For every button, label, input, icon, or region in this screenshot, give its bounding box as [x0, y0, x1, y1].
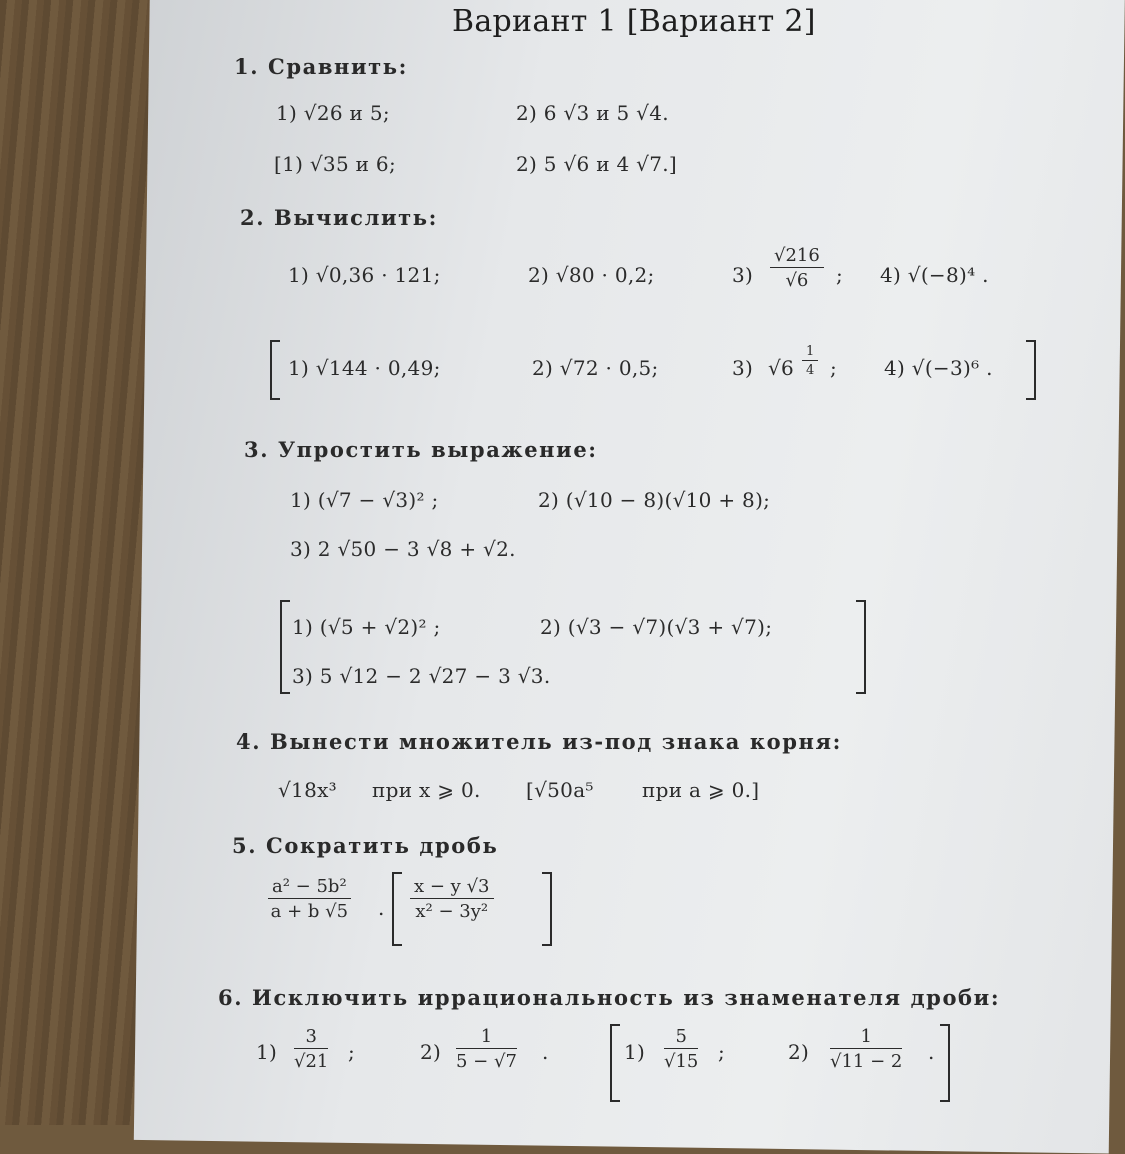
- task-5-separator: .: [378, 896, 385, 920]
- task-2-v2-item-1: 1) √144 · 0,49;: [288, 356, 441, 380]
- task-6-v2-item-1-punct: ;: [718, 1040, 725, 1064]
- bracket-right: [856, 600, 866, 694]
- task-3-v1-item-2: 2) (√10 − 8)(√10 + 8);: [538, 488, 771, 512]
- task-6-v1-item-1-label: 1): [256, 1040, 278, 1064]
- task-5-v1-fraction: [268, 876, 351, 922]
- section-6-heading: 6. Исключить иррациональность из знаменателя дроби:: [218, 985, 1001, 1010]
- bracket-left: [392, 872, 402, 946]
- task-2-v2-item-4: 4) √(−3)⁶ .: [884, 356, 993, 380]
- section-4-heading: 4. Вынести множитель из-под знака корня:: [236, 729, 842, 754]
- section-3-heading: 3. Упростить выражение:: [244, 437, 598, 462]
- task-6-v2-item-1-fraction: [664, 1026, 698, 1072]
- task-1-v2-item-1: [1) √35 и 6;: [274, 152, 396, 176]
- fraction-numerator: a² − 5b²: [268, 876, 351, 899]
- fraction-numerator: √216: [770, 245, 824, 268]
- bracket-left: [270, 340, 280, 400]
- task-4-v2-condition: при a ⩾ 0.]: [642, 778, 760, 802]
- task-3-v2-item-3: 3) 5 √12 − 2 √27 − 3 √3.: [292, 664, 551, 688]
- task-2-v1-item-3-fraction: [770, 245, 824, 291]
- fraction-numerator: 1: [830, 1026, 902, 1049]
- task-3-v1-item-1: 1) (√7 − √3)² ;: [290, 488, 439, 512]
- fraction-denominator: a + b √5: [270, 901, 349, 922]
- task-6-v2-item-2-punct: .: [928, 1040, 935, 1064]
- bracket-left: [610, 1024, 620, 1102]
- task-2-v2-item-3-punct: ;: [830, 356, 837, 380]
- fraction-numerator: 3: [294, 1026, 328, 1049]
- fraction-denominator: 5 − √7: [456, 1051, 517, 1072]
- task-1-v1-item-2: 2) 6 √3 и 5 √4.: [516, 101, 669, 125]
- task-2-v2-item-3-label: 3): [732, 356, 754, 380]
- task-2-v1-item-3-label: 3): [732, 263, 754, 287]
- task-3-v1-item-3: 3) 2 √50 − 3 √8 + √2.: [290, 537, 516, 561]
- task-6-v1-item-1-punct: ;: [348, 1040, 355, 1064]
- task-2-v1-item-3-punct: ;: [836, 263, 843, 287]
- bracket-right: [940, 1024, 950, 1102]
- fraction-denominator: √6: [785, 270, 809, 291]
- page-title: Вариант 1 [Вариант 2]: [452, 4, 816, 39]
- task-2-v2-item-2: 2) √72 · 0,5;: [532, 356, 659, 380]
- fraction-denominator: √11 − 2: [830, 1051, 903, 1072]
- task-1-v2-item-2: 2) 5 √6 и 4 √7.]: [516, 152, 677, 176]
- task-6-v2-item-2-fraction: [830, 1026, 902, 1072]
- task-1-v1-item-1: 1) √26 и 5;: [276, 101, 390, 125]
- section-5-heading: 5. Сократить дробь: [232, 833, 499, 858]
- fraction-denominator: x² − 3y²: [415, 901, 489, 922]
- fraction-numerator: x − y √3: [410, 876, 494, 899]
- bracket-right: [542, 872, 552, 946]
- task-6-v1-item-2-punct: .: [542, 1040, 549, 1064]
- fraction-denominator: 4: [806, 363, 815, 378]
- task-6-v2-item-1-label: 1): [624, 1040, 646, 1064]
- bracket-right: [1026, 340, 1036, 400]
- section-1-heading: 1. Сравнить:: [234, 54, 408, 79]
- fraction-numerator: 5: [664, 1026, 698, 1049]
- fraction-denominator: √15: [664, 1051, 699, 1072]
- fraction-numerator: 1: [456, 1026, 517, 1049]
- task-4-v2-expression: [√50a⁵: [526, 778, 594, 802]
- task-5-v2-fraction: [410, 876, 494, 922]
- fraction-numerator: 1: [802, 344, 818, 361]
- task-6-v1-item-2-fraction: [456, 1026, 517, 1072]
- task-2-v2-item-3-root: √6: [768, 356, 795, 380]
- task-6-v2-item-2-label: 2): [788, 1040, 810, 1064]
- task-2-v1-item-2: 2) √80 · 0,2;: [528, 263, 655, 287]
- task-6-v1-item-1-fraction: [294, 1026, 328, 1072]
- task-2-v2-item-3-fraction: [802, 344, 818, 378]
- task-3-v2-item-2: 2) (√3 − √7)(√3 + √7);: [540, 615, 773, 639]
- fraction-denominator: √21: [294, 1051, 329, 1072]
- task-4-v1-condition: при x ⩾ 0.: [372, 778, 481, 802]
- task-4-v1-expression: √18x³: [278, 778, 337, 802]
- section-2-heading: 2. Вычислить:: [240, 205, 438, 230]
- task-2-v1-item-1: 1) √0,36 · 121;: [288, 263, 441, 287]
- task-3-v2-item-1: 1) (√5 + √2)² ;: [292, 615, 441, 639]
- task-6-v1-item-2-label: 2): [420, 1040, 442, 1064]
- task-2-v1-item-4: 4) √(−8)⁴ .: [880, 263, 989, 287]
- bracket-left: [280, 600, 290, 694]
